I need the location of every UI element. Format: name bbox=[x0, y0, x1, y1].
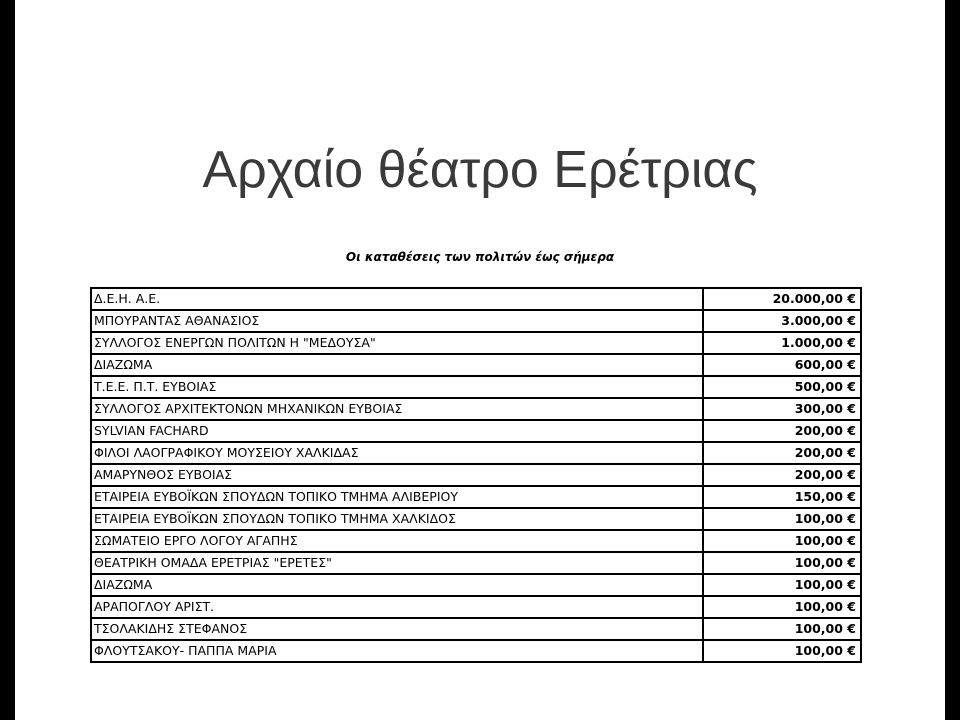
table-row bbox=[91, 486, 861, 508]
donor-name-cell: Τ.Ε.Ε. Π.Τ. ΕΥΒΟΙΑΣ bbox=[91, 376, 703, 398]
table-row bbox=[91, 552, 861, 574]
table-row bbox=[91, 508, 861, 530]
donor-name-cell: ΘΕΑΤΡΙΚΗ ΟΜΑΔΑ ΕΡΕΤΡΙΑΣ "ΕΡΕΤΕΣ" bbox=[91, 552, 703, 574]
donation-amount-cell: 500,00 € bbox=[703, 376, 861, 398]
table-row bbox=[91, 574, 861, 596]
table-row bbox=[91, 464, 861, 486]
donor-name-cell: ΣΩΜΑΤΕΙΟ ΕΡΓΟ ΛΟΓΟΥ ΑΓΑΠΗΣ bbox=[91, 530, 703, 552]
donor-name-cell: ΦΛΟΥΤΣΑΚΟΥ- ΠΑΠΠΑ ΜΑΡΙΑ bbox=[91, 640, 703, 662]
donation-amount-cell: 100,00 € bbox=[703, 552, 861, 574]
donation-amount-cell: 200,00 € bbox=[703, 464, 861, 486]
donor-name-cell: ΑΜΑΡΥΝΘΟΣ ΕΥΒΟΙΑΣ bbox=[91, 464, 703, 486]
donor-name-cell: ΤΣΟΛΑΚΙΔΗΣ ΣΤΕΦΑΝΟΣ bbox=[91, 618, 703, 640]
table-row bbox=[91, 420, 861, 442]
table-row bbox=[91, 530, 861, 552]
table-row bbox=[91, 398, 861, 420]
table-row bbox=[91, 442, 861, 464]
donor-name-cell: Δ.Ε.Η. Α.Ε. bbox=[91, 288, 703, 310]
donation-amount-cell: 1.000,00 € bbox=[703, 332, 861, 354]
table-row bbox=[91, 310, 861, 332]
donor-name-cell: SYLVIAN FACHARD bbox=[91, 420, 703, 442]
donor-name-cell: ΔΙΑΖΩΜΑ bbox=[91, 354, 703, 376]
table-row bbox=[91, 288, 861, 310]
donor-name-cell: ΑΡΑΠΟΓΛΟΥ ΑΡΙΣΤ. bbox=[91, 596, 703, 618]
donation-amount-cell: 100,00 € bbox=[703, 640, 861, 662]
donation-amount-cell: 100,00 € bbox=[703, 508, 861, 530]
donation-amount-cell: 20.000,00 € bbox=[703, 288, 861, 310]
donor-name-cell: ΦΙΛΟΙ ΛΑΟΓΡΑΦΙΚΟΥ ΜΟΥΣΕΙΟΥ ΧΑΛΚΙΔΑΣ bbox=[91, 442, 703, 464]
donation-amount-cell: 150,00 € bbox=[703, 486, 861, 508]
donation-amount-cell: 200,00 € bbox=[703, 442, 861, 464]
donation-amount-cell: 200,00 € bbox=[703, 420, 861, 442]
table-row bbox=[91, 354, 861, 376]
donor-name-cell: ΕΤΑΙΡΕΙΑ ΕΥΒΟΪΚΩΝ ΣΠΟΥΔΩΝ ΤΟΠΙΚΟ ΤΜΗΜΑ ΧΑΛΚΙΔΟΣ bbox=[91, 508, 703, 530]
donor-name-cell: ΔΙΑΖΩΜΑ bbox=[91, 574, 703, 596]
table-row bbox=[91, 596, 861, 618]
table-caption: Οι καταθέσεις των πολιτών έως σήμερα bbox=[345, 250, 615, 264]
donor-name-cell: ΣΥΛΛΟΓΟΣ ΑΡΧΙΤΕΚΤΟΝΩΝ ΜΗΧΑΝΙΚΩΝ ΕΥΒΟΙΑΣ bbox=[91, 398, 703, 420]
donation-amount-cell: 100,00 € bbox=[703, 530, 861, 552]
donation-amount-cell: 100,00 € bbox=[703, 596, 861, 618]
donations-table-body bbox=[91, 288, 861, 662]
table-row bbox=[91, 332, 861, 354]
donor-name-cell: ΣΥΛΛΟΓΟΣ ΕΝΕΡΓΩΝ ΠΟΛΙΤΩΝ Η "ΜΕΔΟΥΣΑ" bbox=[91, 332, 703, 354]
slide bbox=[15, 0, 945, 720]
slide-title: Αρχαίο θέατρο Ερέτριας bbox=[202, 141, 758, 199]
table-row bbox=[91, 618, 861, 640]
donation-amount-cell: 3.000,00 € bbox=[703, 310, 861, 332]
donations-table bbox=[90, 287, 862, 663]
table-row bbox=[91, 640, 861, 662]
donation-amount-cell: 100,00 € bbox=[703, 574, 861, 596]
table-row bbox=[91, 376, 861, 398]
donation-amount-cell: 300,00 € bbox=[703, 398, 861, 420]
donor-name-cell: ΕΤΑΙΡΕΙΑ ΕΥΒΟΪΚΩΝ ΣΠΟΥΔΩΝ ΤΟΠΙΚΟ ΤΜΗΜΑ ΑΛΙΒΕΡΙΟΥ bbox=[91, 486, 703, 508]
donation-amount-cell: 100,00 € bbox=[703, 618, 861, 640]
donation-amount-cell: 600,00 € bbox=[703, 354, 861, 376]
donor-name-cell: ΜΠΟΥΡΑΝΤΑΣ ΑΘΑΝΑΣΙΟΣ bbox=[91, 310, 703, 332]
